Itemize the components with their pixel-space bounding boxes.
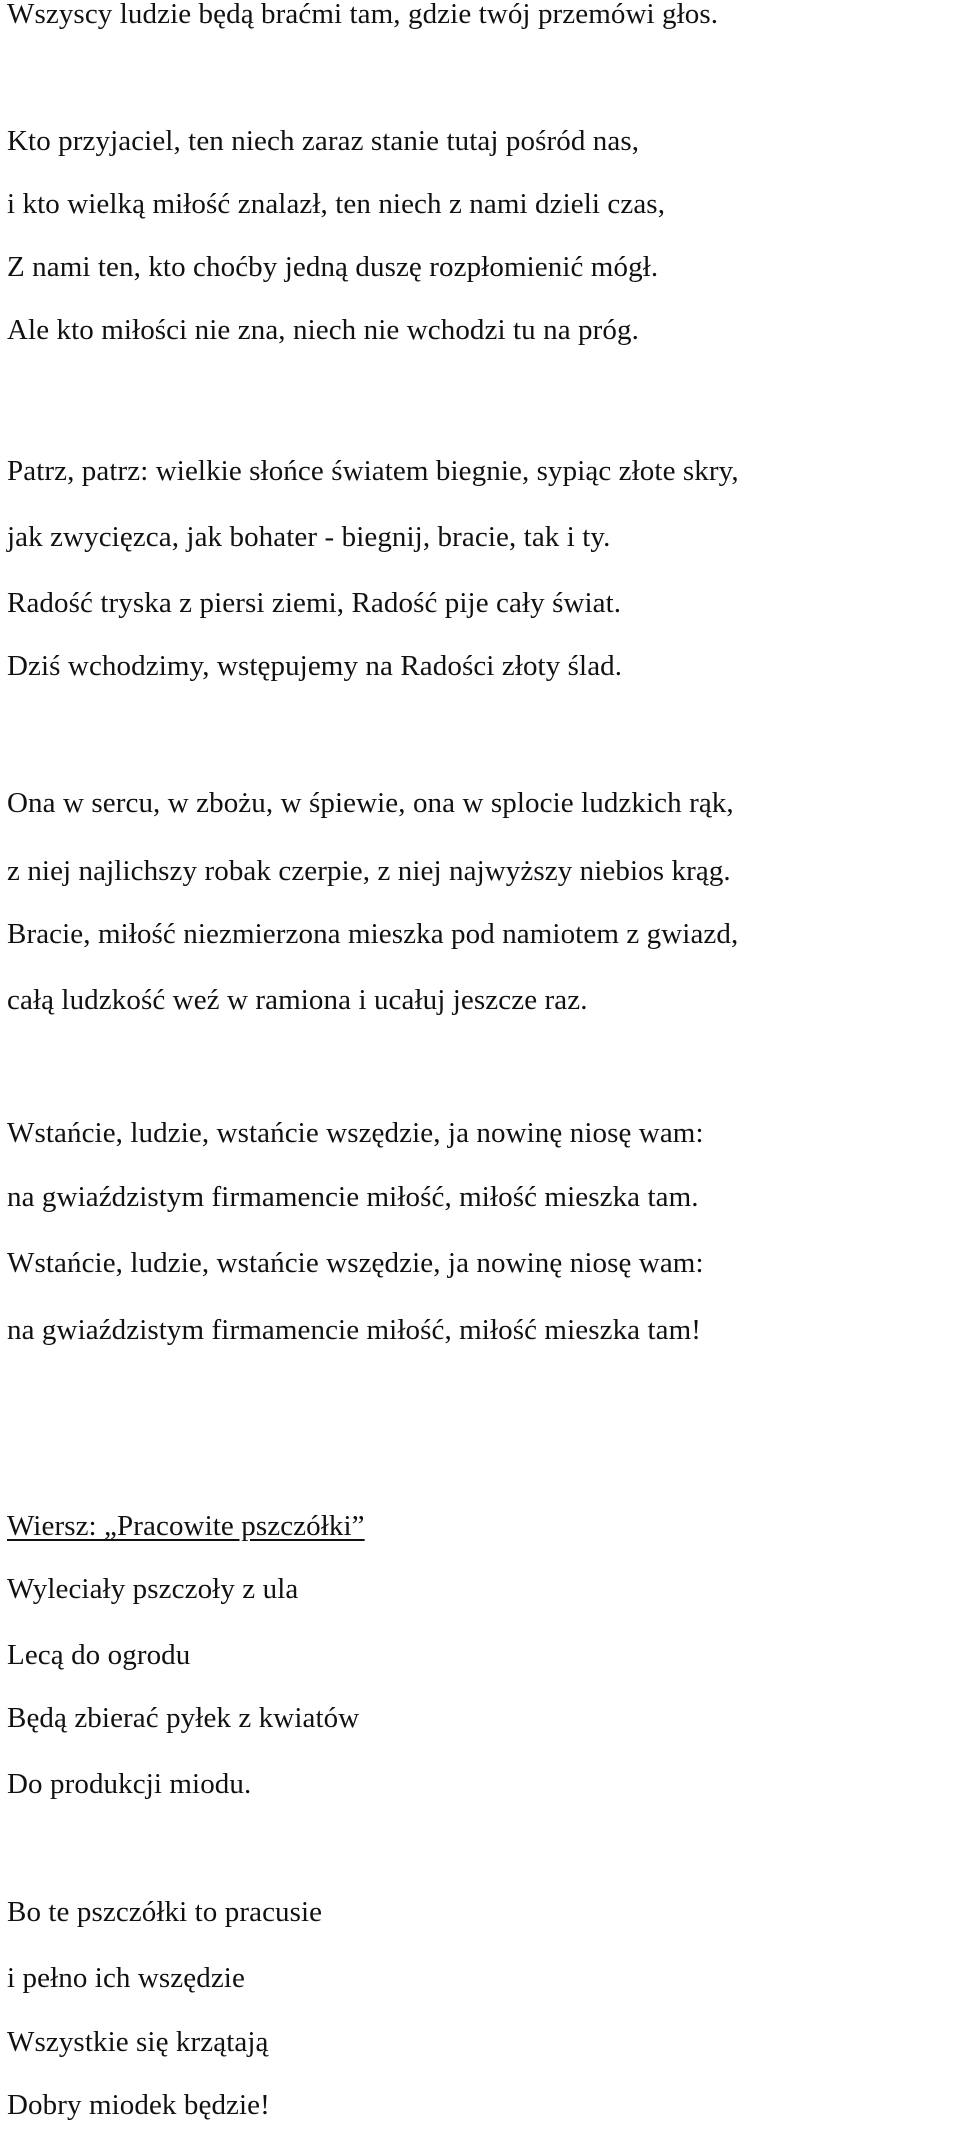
poem-title: Wiersz: „Pracowite pszczółki”	[7, 1510, 365, 1542]
song-line: Radość tryska z piersi ziemi, Radość pije cały świat.	[7, 587, 622, 619]
song-line: całą ludzkość weź w ramiona i ucałuj jeszcze raz.	[7, 984, 588, 1016]
song-line: Ale kto miłości nie zna, niech nie wchodzi tu na próg.	[7, 314, 639, 346]
poem-line: i pełno ich wszędzie	[7, 1962, 245, 1994]
song-line: na gwiaździstym firmamencie miłość, miłość mieszka tam.	[7, 1181, 699, 1213]
poem-line: Bo te pszczółki to pracusie	[7, 1896, 323, 1928]
song-line: Bracie, miłość niezmierzona mieszka pod namiotem z gwiazd,	[7, 918, 739, 950]
song-line: Wszyscy ludzie będą braćmi tam, gdzie twój przemówi głos.	[7, 0, 719, 30]
song-line: Z nami ten, kto choćby jedną duszę rozpłomienić mógł.	[7, 251, 659, 283]
song-line: Kto przyjaciel, ten niech zaraz stanie tutaj pośród nas,	[7, 125, 640, 157]
song-line: Ona w sercu, w zbożu, w śpiewie, ona w splocie ludzkich rąk,	[7, 787, 734, 819]
song-line: Wstańcie, ludzie, wstańcie wszędzie, ja nowinę niosę wam:	[7, 1117, 704, 1149]
poem-line: Będą zbierać pyłek z kwiatów	[7, 1702, 360, 1734]
song-line: Wstańcie, ludzie, wstańcie wszędzie, ja nowinę niosę wam:	[7, 1247, 704, 1279]
poem-line: Lecą do ogrodu	[7, 1639, 191, 1671]
poem-line: Wszystkie się krzątają	[7, 2026, 269, 2058]
song-line: Patrz, patrz: wielkie słońce światem biegnie, sypiąc złote skry,	[7, 455, 739, 487]
song-line: z niej najlichszy robak czerpie, z niej najwyższy niebios krąg.	[7, 855, 731, 887]
poem-line: Wyleciały pszczoły z ula	[7, 1573, 299, 1605]
poem-line: Dobry miodek będzie!	[7, 2089, 270, 2121]
poem-line: Do produkcji miodu.	[7, 1768, 252, 1800]
song-line: jak zwycięzca, jak bohater - biegnij, bracie, tak i ty.	[7, 521, 611, 553]
song-line: na gwiaździstym firmamencie miłość, miłość mieszka tam!	[7, 1314, 702, 1346]
song-line: Dziś wchodzimy, wstępujemy na Radości złoty ślad.	[7, 650, 623, 682]
song-line: i kto wielką miłość znalazł, ten niech z nami dzieli czas,	[7, 188, 666, 220]
